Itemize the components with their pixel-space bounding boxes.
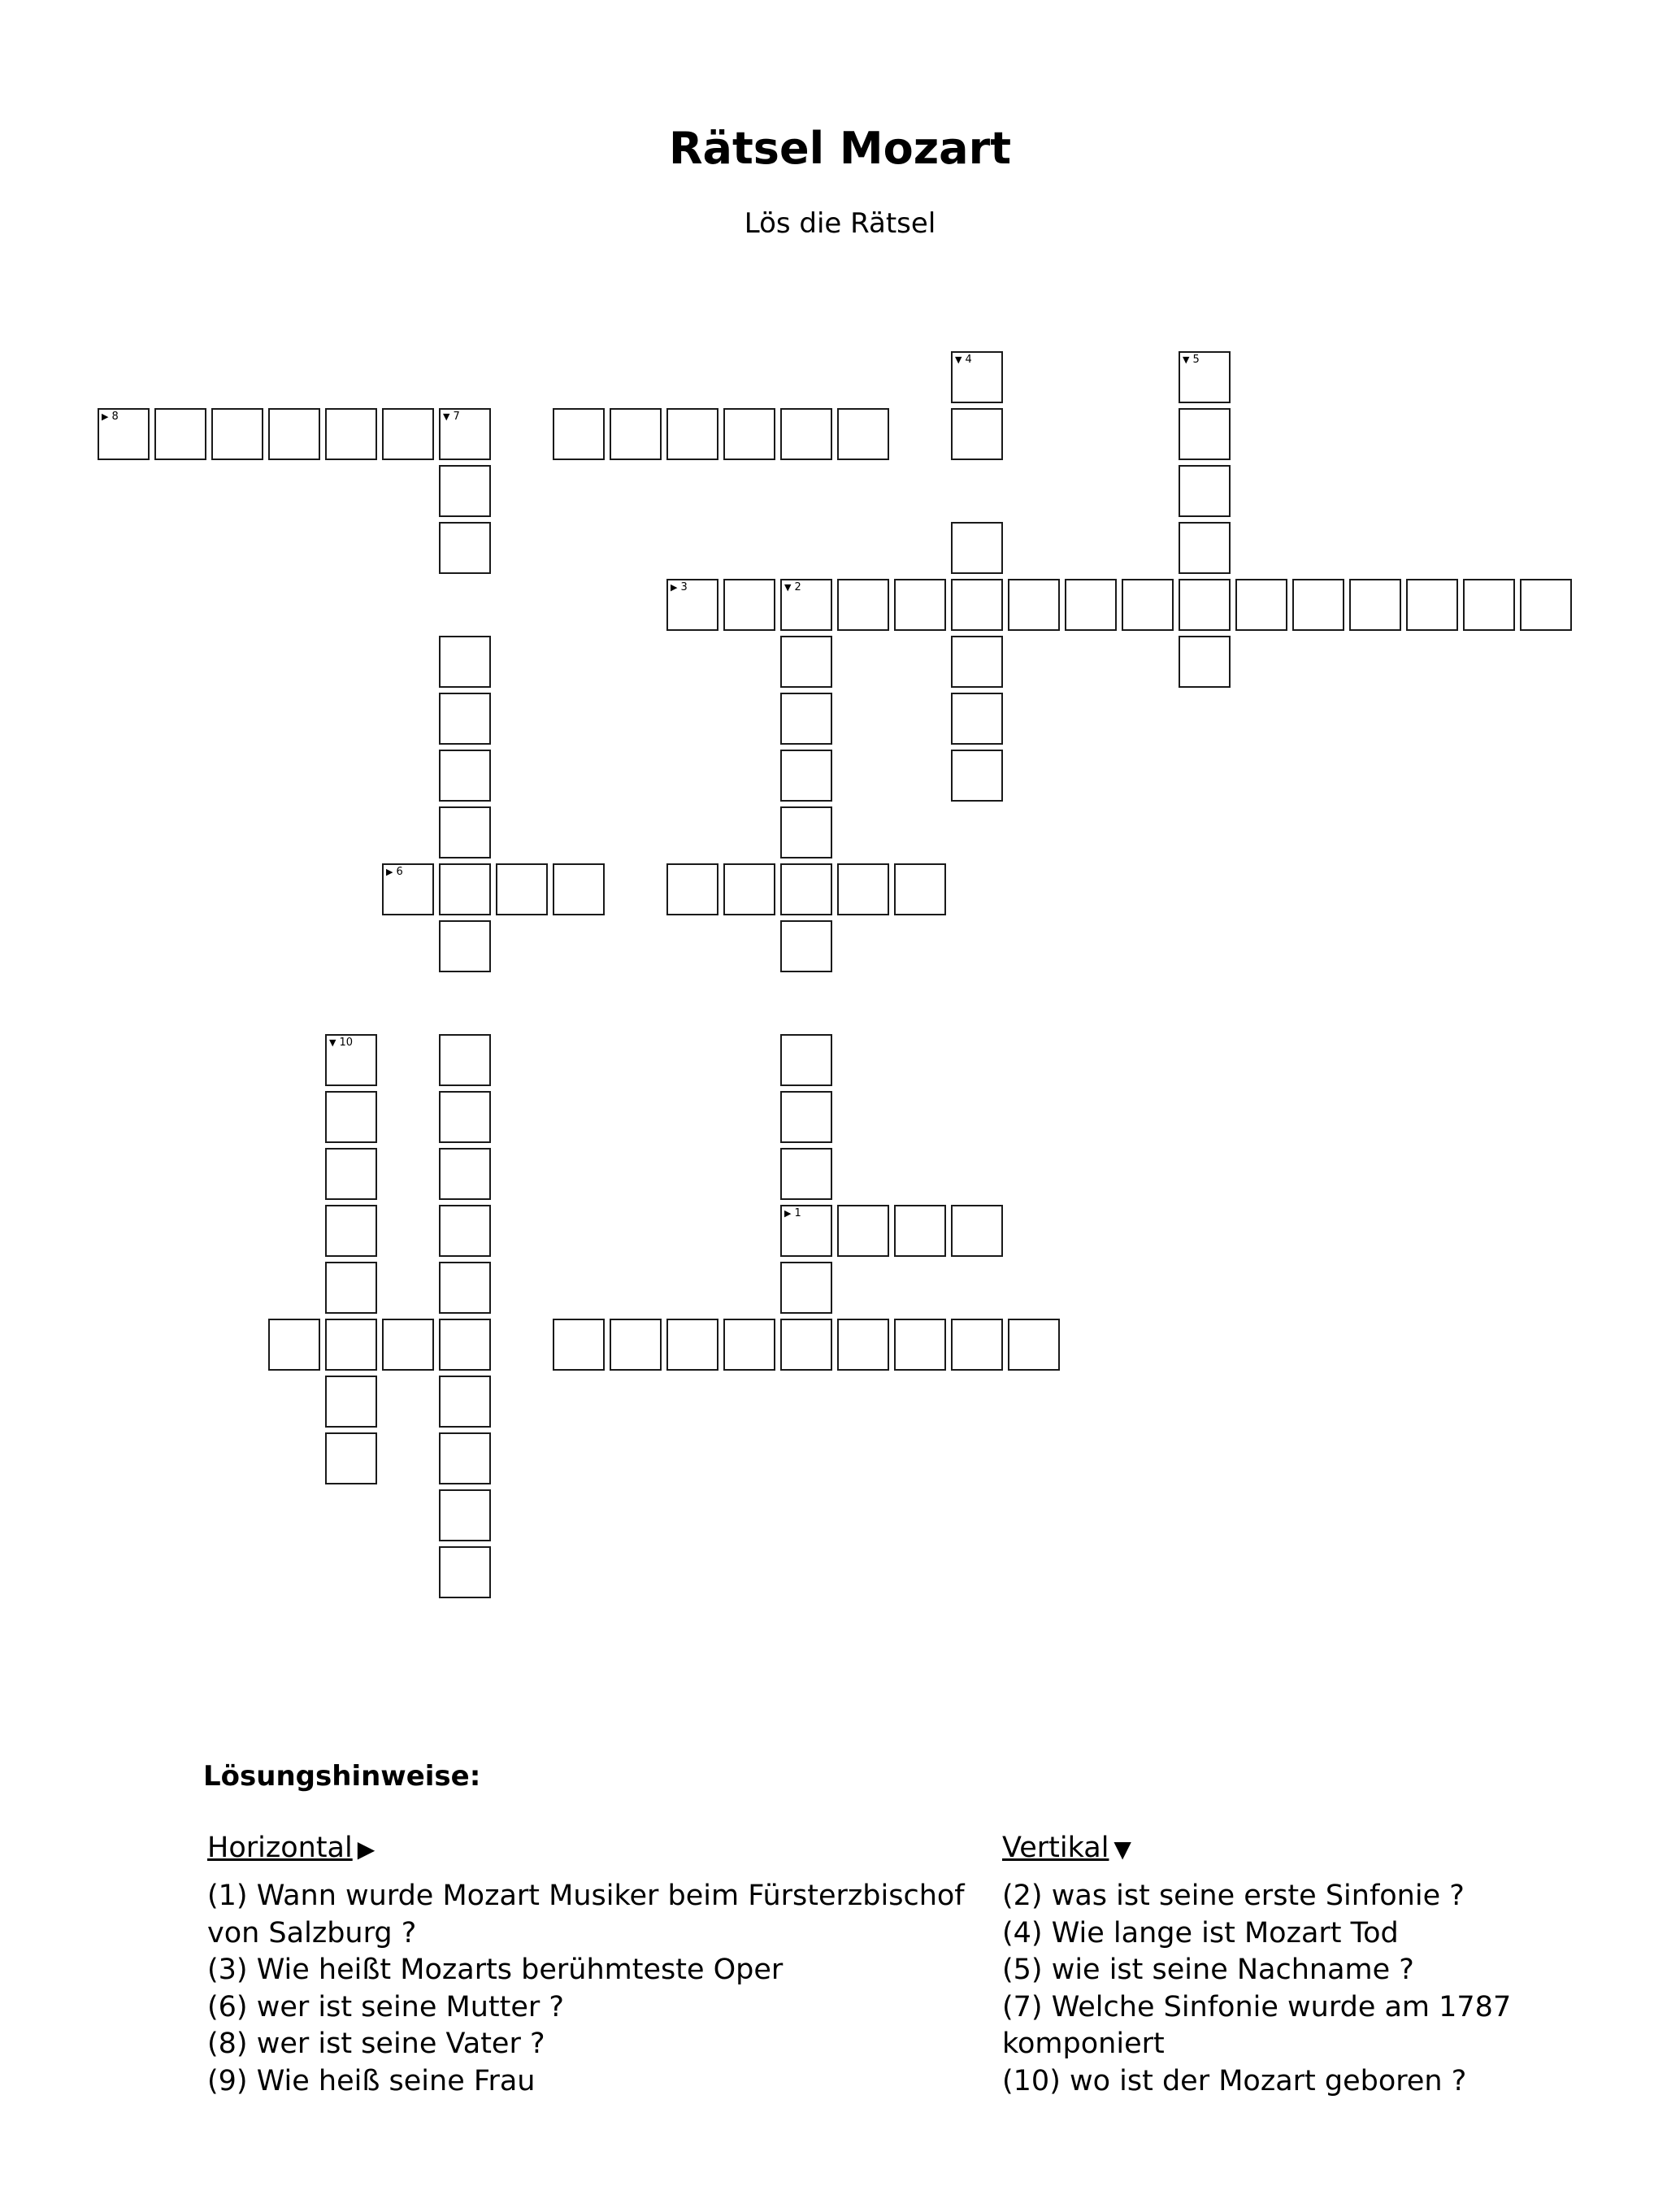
crossword-cell[interactable] — [780, 1091, 832, 1143]
clue-number: 1 — [794, 1207, 801, 1219]
crossword-cell[interactable] — [382, 408, 434, 460]
clue-number-label — [1183, 354, 1200, 366]
clue-line: (2) was ist seine erste Sinfonie ? — [1002, 1880, 1465, 1912]
crossword-cell[interactable] — [951, 579, 1003, 631]
crossword-cell[interactable] — [723, 408, 775, 460]
page-subtitle: Lös die Rätsel — [744, 207, 936, 240]
crossword-cell[interactable] — [780, 863, 832, 915]
clue-line: (6) wer ist seine Mutter ? — [207, 1990, 564, 2023]
crossword-cell[interactable] — [780, 806, 832, 858]
crossword-cell[interactable] — [439, 408, 491, 460]
down-arrow-icon: ▼ — [955, 354, 962, 365]
crossword-cell[interactable] — [496, 863, 548, 915]
crossword-cell[interactable] — [1179, 465, 1231, 517]
crossword-cell[interactable] — [666, 1319, 718, 1371]
crossword-cell[interactable] — [780, 1148, 832, 1200]
crossword-cell[interactable] — [439, 693, 491, 745]
crossword-cell[interactable] — [951, 693, 1003, 745]
crossword-cell[interactable] — [325, 1376, 377, 1428]
down-arrow-icon: ▼ — [329, 1037, 336, 1048]
right-arrow-icon: ▶ — [357, 1836, 376, 1862]
down-arrow-icon: ▼ — [1113, 1836, 1131, 1862]
clue-line: (9) Wie heiß seine Frau — [207, 2064, 536, 2097]
crossword-cell[interactable] — [382, 863, 434, 915]
clue-line: (4) Wie lange ist Mozart Tod — [1002, 1916, 1399, 1949]
vertical-clue-list — [1002, 1878, 1522, 2101]
crossword-cell[interactable] — [610, 1319, 662, 1371]
crossword-cell[interactable] — [439, 863, 491, 915]
hints-heading: Lösungshinweise: — [203, 1760, 481, 1793]
clue-number: 10 — [339, 1037, 354, 1049]
crossword-cell[interactable] — [211, 408, 263, 460]
crossword-cell[interactable] — [951, 750, 1003, 802]
clue-number-label — [329, 1037, 353, 1049]
crossword-cell[interactable] — [439, 1376, 491, 1428]
crossword-cell[interactable] — [325, 408, 377, 460]
clue-number-label — [671, 581, 688, 593]
crossword-cell[interactable] — [1122, 579, 1174, 631]
crossword-cell[interactable] — [325, 1091, 377, 1143]
crossword-cell[interactable] — [951, 1319, 1003, 1371]
crossword-cell[interactable] — [439, 1205, 491, 1257]
crossword-cell[interactable] — [951, 636, 1003, 688]
down-arrow-icon: ▼ — [784, 582, 792, 593]
crossword-cell[interactable] — [723, 1319, 775, 1371]
crossword-cell[interactable] — [666, 863, 718, 915]
crossword-cell[interactable] — [610, 408, 662, 460]
crossword-cell[interactable] — [1179, 579, 1231, 631]
clue-number: 7 — [453, 411, 460, 423]
crossword-cell[interactable] — [325, 1148, 377, 1200]
crossword-cell[interactable] — [382, 1319, 434, 1371]
clue-number-label — [784, 1207, 801, 1219]
crossword-cell[interactable] — [837, 408, 889, 460]
crossword-cell[interactable] — [1406, 579, 1458, 631]
crossword-cell[interactable] — [780, 693, 832, 745]
clue-number: 3 — [680, 581, 688, 593]
crossword-cell[interactable] — [325, 1262, 377, 1314]
crossword-cell[interactable] — [780, 636, 832, 688]
clue-number-label — [102, 411, 119, 423]
crossword-cell[interactable] — [780, 1262, 832, 1314]
crossword-cell[interactable] — [780, 920, 832, 972]
crossword-cell[interactable] — [553, 863, 605, 915]
crossword-cell[interactable] — [439, 920, 491, 972]
crossword-cell[interactable] — [951, 1205, 1003, 1257]
crossword-cell[interactable] — [1235, 579, 1287, 631]
right-arrow-icon: ▶ — [671, 582, 678, 593]
clue-line: (8) wer ist seine Vater ? — [207, 2028, 545, 2061]
crossword-cell[interactable] — [780, 1319, 832, 1371]
crossword-cell[interactable] — [780, 408, 832, 460]
clue-number: 5 — [1192, 354, 1200, 366]
horizontal-clue-list — [207, 1878, 971, 2101]
crossword-cell[interactable] — [780, 1205, 832, 1257]
crossword-cell[interactable] — [837, 1319, 889, 1371]
crossword-cell[interactable] — [894, 579, 946, 631]
right-arrow-icon: ▶ — [784, 1208, 792, 1219]
clue-number-label — [443, 411, 460, 423]
crossword-cell[interactable] — [268, 1319, 320, 1371]
crossword-cell[interactable] — [439, 522, 491, 574]
right-arrow-icon: ▶ — [386, 867, 393, 877]
crossword-cell[interactable] — [780, 579, 832, 631]
crossword-cell[interactable] — [1008, 579, 1060, 631]
crossword-cell[interactable] — [666, 579, 718, 631]
crossword-cell[interactable] — [1179, 522, 1231, 574]
crossword-cell[interactable] — [723, 579, 775, 631]
crossword-cell[interactable] — [837, 1205, 889, 1257]
crossword-cell[interactable] — [439, 636, 491, 688]
crossword-cell[interactable] — [439, 1319, 491, 1371]
crossword-cell[interactable] — [894, 1205, 946, 1257]
horizontal-label: Horizontal — [207, 1832, 353, 1864]
right-arrow-icon: ▶ — [102, 411, 109, 422]
crossword-cell[interactable] — [1520, 579, 1572, 631]
crossword-cell[interactable] — [1065, 579, 1117, 631]
crossword-cell[interactable] — [1179, 636, 1231, 688]
crossword-cell[interactable] — [894, 1319, 946, 1371]
down-arrow-icon: ▼ — [443, 411, 450, 422]
crossword-cell[interactable] — [780, 1034, 832, 1086]
clue-line: (7) Welche Sinfonie wurde am 1787 — [1002, 1990, 1512, 2023]
crossword-cell[interactable] — [439, 1432, 491, 1484]
vertical-label: Vertikal — [1002, 1832, 1109, 1864]
crossword-cell[interactable] — [98, 408, 150, 460]
crossword-cell[interactable] — [894, 863, 946, 915]
clue-line: komponiert — [1002, 2028, 1165, 2061]
down-arrow-icon: ▼ — [1183, 354, 1190, 365]
crossword-cell[interactable] — [325, 1432, 377, 1484]
clue-number-label — [386, 866, 403, 878]
vertical-heading — [1002, 1829, 1131, 1868]
crossword-cell[interactable] — [951, 522, 1003, 574]
crossword-cell[interactable] — [1463, 579, 1515, 631]
crossword-cell[interactable] — [666, 408, 718, 460]
crossword-cell[interactable] — [1349, 579, 1401, 631]
crossword-cell[interactable] — [154, 408, 206, 460]
crossword-cell[interactable] — [439, 1489, 491, 1541]
crossword-cell[interactable] — [553, 1319, 605, 1371]
clue-number: 6 — [396, 866, 403, 878]
crossword-cell[interactable] — [439, 1546, 491, 1598]
clue-number-label — [784, 581, 801, 593]
crossword-cell[interactable] — [1292, 579, 1344, 631]
crossword-cell[interactable] — [439, 806, 491, 858]
crossword-cell[interactable] — [780, 750, 832, 802]
crossword-cell[interactable] — [439, 465, 491, 517]
clue-line: (10) wo ist der Mozart geboren ? — [1002, 2064, 1467, 2097]
clue-line: (1) Wann wurde Mozart Musiker beim Fürsterzbischof — [207, 1880, 965, 1912]
clue-line: (5) wie ist seine Nachname ? — [1002, 1954, 1414, 1987]
page-title: Rätsel Mozart — [668, 123, 1012, 174]
crossword-cell[interactable] — [325, 1205, 377, 1257]
crossword-cell[interactable] — [268, 408, 320, 460]
crossword-cell[interactable] — [837, 863, 889, 915]
crossword-cell[interactable] — [553, 408, 605, 460]
crossword-cell[interactable] — [325, 1034, 377, 1086]
crossword-cell[interactable] — [325, 1319, 377, 1371]
horizontal-heading — [207, 1829, 375, 1868]
crossword-cell[interactable] — [439, 1034, 491, 1086]
clue-number-label — [955, 354, 972, 366]
crossword-cell[interactable] — [439, 1262, 491, 1314]
clue-line: von Salzburg ? — [207, 1916, 417, 1949]
clue-number: 4 — [965, 354, 972, 366]
crossword-cell[interactable] — [1008, 1319, 1060, 1371]
clue-number: 8 — [111, 411, 119, 423]
crossword-cell[interactable] — [837, 579, 889, 631]
crossword-cell[interactable] — [439, 1148, 491, 1200]
clue-line: (3) Wie heißt Mozarts berühmteste Oper — [207, 1954, 784, 1987]
crossword-cell[interactable] — [951, 408, 1003, 460]
crossword-cell[interactable] — [439, 750, 491, 802]
crossword-cell[interactable] — [439, 1091, 491, 1143]
crossword-cell[interactable] — [951, 351, 1003, 403]
crossword-cell[interactable] — [1179, 351, 1231, 403]
clue-number: 2 — [794, 581, 801, 593]
crossword-cell[interactable] — [1179, 408, 1231, 460]
crossword-cell[interactable] — [723, 863, 775, 915]
